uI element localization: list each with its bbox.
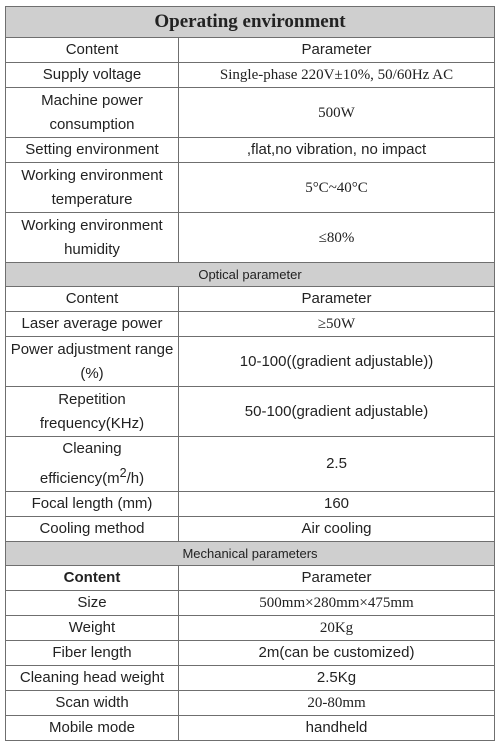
- row-label: Cooling method: [6, 517, 179, 542]
- row-label: Laser average power: [6, 312, 179, 337]
- row-value: 5°C~40°C: [179, 163, 495, 213]
- row-value: handheld: [179, 716, 495, 741]
- table-row: [6, 138, 495, 163]
- row-value: ≤80%: [179, 213, 495, 263]
- row-label: Size: [6, 591, 179, 616]
- row-value: 2.5Kg: [179, 666, 495, 691]
- row-value: 500mm×280mm×475mm: [179, 591, 495, 616]
- spec-table: [5, 6, 495, 741]
- row-label: Power adjustment range (%): [6, 337, 179, 387]
- row-label: Scan width: [6, 691, 179, 716]
- table-row: [6, 88, 495, 138]
- column-header-content: Content: [6, 287, 179, 312]
- table-row: [6, 517, 495, 542]
- row-label: Working environment temperature: [6, 163, 179, 213]
- row-label: Fiber length: [6, 641, 179, 666]
- table-row: [6, 213, 495, 263]
- table-row: [6, 691, 495, 716]
- table-row: [6, 63, 495, 88]
- row-label: Weight: [6, 616, 179, 641]
- table-row: [6, 437, 495, 492]
- table-row: [6, 666, 495, 691]
- table-row: [6, 566, 495, 591]
- table-row: [6, 616, 495, 641]
- table-row: [6, 312, 495, 337]
- table-row: [6, 641, 495, 666]
- row-label: Cleaning $efficiency(m^2/h)$: [6, 437, 179, 492]
- row-value: ,flat,no vibration, no impact: [179, 138, 495, 163]
- row-value: 160: [179, 492, 495, 517]
- table-row: [6, 163, 495, 213]
- row-label: Machine power consumption: [6, 88, 179, 138]
- row-value: ≥50W: [179, 312, 495, 337]
- table-row: [6, 492, 495, 517]
- table-row: [6, 387, 495, 437]
- row-label: Repetition frequency(KHz): [6, 387, 179, 437]
- row-label: Setting environment: [6, 138, 179, 163]
- row-value: Air cooling: [179, 517, 495, 542]
- column-header-content: Content: [6, 38, 179, 63]
- table-row: [6, 337, 495, 387]
- section-row: [6, 542, 495, 566]
- column-header-parameter: Parameter: [179, 38, 495, 63]
- column-header-parameter: Parameter: [179, 287, 495, 312]
- section-title-optical: Optical parameter: [6, 263, 495, 287]
- row-label: Focal length (mm): [6, 492, 179, 517]
- row-label: Cleaning head weight: [6, 666, 179, 691]
- row-value: 500W: [179, 88, 495, 138]
- table-row: [6, 716, 495, 741]
- row-value: 20Kg: [179, 616, 495, 641]
- row-value: 2.5: [179, 437, 495, 492]
- table-row: [6, 38, 495, 63]
- row-label: Supply voltage: [6, 63, 179, 88]
- section-row: [6, 263, 495, 287]
- row-value: Single-phase 220V±10%, 50/60Hz AC: [179, 63, 495, 88]
- row-label: Mobile mode: [6, 716, 179, 741]
- row-label: Working environment humidity: [6, 213, 179, 263]
- column-header-content: Content: [6, 566, 179, 591]
- row-value: 10-100((gradient adjustable)): [179, 337, 495, 387]
- section-title-mechanical: Mechanical parameters: [6, 542, 495, 566]
- table-row: [6, 287, 495, 312]
- row-value: 20-80mm: [179, 691, 495, 716]
- column-header-parameter: Parameter: [179, 566, 495, 591]
- title-row: [6, 7, 495, 38]
- table-title: Operating environment: [6, 7, 495, 38]
- row-value: 50-100(gradient adjustable): [179, 387, 495, 437]
- table-row: [6, 591, 495, 616]
- row-value: 2m(can be customized): [179, 641, 495, 666]
